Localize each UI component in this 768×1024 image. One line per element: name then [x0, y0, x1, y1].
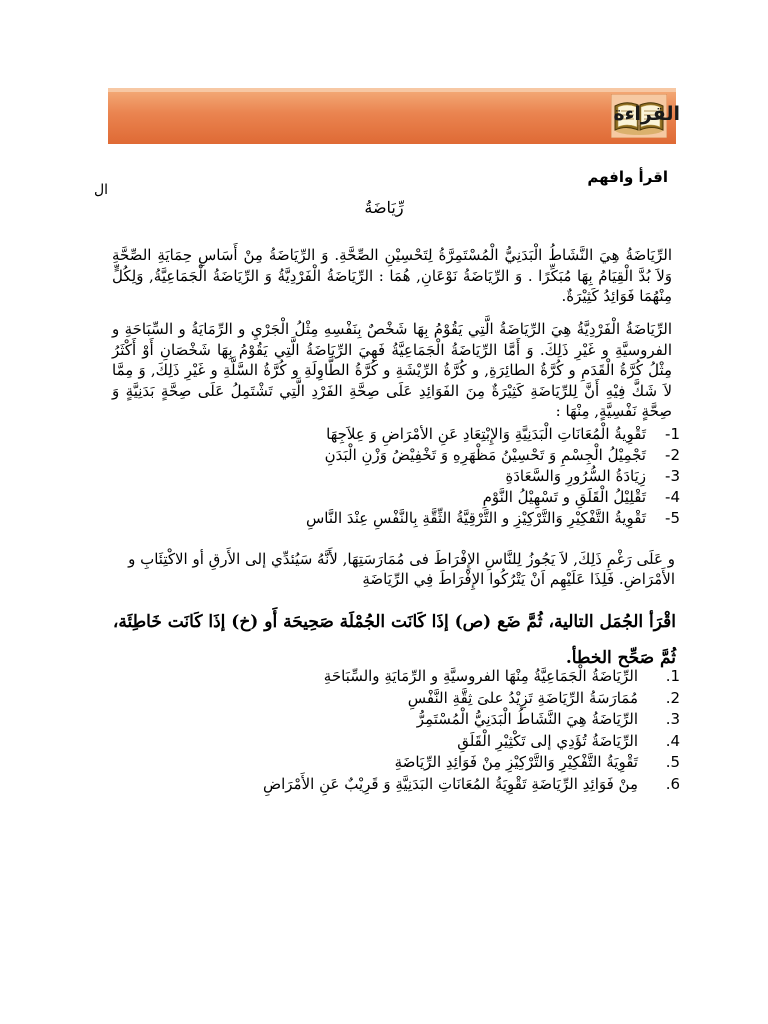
item-text: تَقْوِيةُ التَّفْكِيْرِ وَالتَّرْكِيْزِ و التَّرْقِيَّةُ الثِّقَّةِ بِالنَّفْسِ عِنْدَ النَّاسِ [305, 509, 646, 527]
stray-text: ال [94, 182, 109, 198]
item-text: تَقْوِيَةُ التَّفْكِيْرِ وَالتَّرْكِيْزِ مِنْ فَوَائِدِ الرِّيَاضَةِ [394, 753, 638, 771]
article-title: رِّيَاضَةُ [364, 198, 404, 217]
list-item [120, 487, 680, 508]
item-number: .4 [665, 731, 680, 750]
list-item [120, 752, 680, 774]
item-text: زِيَادَةُ السُّرُورِ وَالسَّعَادَةِ [505, 467, 646, 485]
list-item [120, 688, 680, 710]
item-number: -4 [665, 488, 680, 506]
paragraph-types: الرِّيَاضَةُ الْفَرْدِيَّةُ هِيَ الرِّيَاضَةُ الَّتِي يَقُوْمُ بِهَا شَخْصٌ بِنَفْسِهِ مِثْلُ الْجَرْيِ و الرِّمَايَةُ و السِّبَاحَةِ و الفروسيَّةِ و غَيْرِ ذَلِكَ. وَ أَمَّا الرِّيَاضَةُ الْجَمَاعِيَّةُ فَهِيَ الرِّيَاضَةُ الَّتِي يَقُوْمُ بِهَا شَخْصَانِ أَوْ أَكْثَرُ مِثْلُ كُرَّةُ الْقَدَمِ و كُرَّةُ الطائِرَةِ, و كُرَّةُ الرِّيْشَةِ و كُرَّةُ الطَّاوِلَةِ و كُرَّةُ السَّلَّةِ و غَيْرِ ذَلِكَ, وَ مِمَّا لاَ شَكَّ فِيْهِ أَنَّ لِلرِّيَاضَةِ كَثِيْرَةٌ مِنَ الفَوَائِدِ عَلَى صِحَّةِ الفَرْدِ الَّتِي تَشْتَمِلُ عَلَى صِحَّةٍ بَدَنِيَّةٍ وَ صِحَّةٍ نَفْسِيَّةٍ, مِنْهَا : [112, 320, 672, 420]
item-number: -3 [665, 467, 680, 485]
list-item [120, 666, 680, 688]
item-text: الرِّيَاضَةُ هِيَ النَّشَاطُ الْبَدَنِيُّ الْمُسْتَمِرُّ [416, 710, 638, 728]
item-text: تَقْلِيْلُ الْقَلَقِ و تَسْهِيْلُ النَّوْمِ [482, 488, 646, 506]
exercise-list [120, 666, 680, 795]
list-item [120, 466, 680, 487]
list-item [120, 445, 680, 466]
item-number: .2 [665, 688, 680, 707]
section-banner [108, 88, 676, 144]
item-number: .6 [665, 774, 680, 793]
list-item [120, 709, 680, 731]
paragraph-caution: و عَلَى رَغْمِ ذَلِكَ, لاَ يَجُوزُ لِلنَّاسِ الإِفْرَاطَ فى مُمَارَسَتِهَا, لأَنَّهُ سَيُئدِّي إلى الأَرقِ أو الاكْتِئَابِ و الأَمْرَاضِ. فَلِذَا عَلَيْهِم اَنْ يَتْرُكُوا الإِفْرَاطَ فِي الرِّيَاضَةِ [128, 550, 675, 588]
read-heading: اقرأ وافهم [587, 168, 668, 186]
list-item [120, 774, 680, 796]
item-text: الرِّيَاضَةُ الْجَمَاعِيَّةُ مِنْهَا الفروسيَّةِ و الرِّمَايَةِ والسِّبَاحَةِ [323, 667, 638, 685]
item-number: -2 [665, 446, 680, 464]
item-text: تَجْمِيْلُ الْجِسْمِ وَ تَحْسِيْنُ مَظْهَرِهِ وَ تَخْفِيْضُ وَزْنِ الْبَدَنِ [324, 446, 646, 464]
item-number: .3 [665, 710, 680, 728]
item-text: الرِّيَاضَةُ تُؤَدِي إلى تَكْثِيْرِ الْقَلَقِ [457, 731, 638, 750]
item-number: .1 [665, 667, 680, 685]
item-number: -1 [665, 425, 680, 443]
list-item [120, 508, 680, 529]
benefits-list [120, 424, 680, 529]
item-text: مُمَارَسَةُ الرِّيَاضَةِ تَزِيْدُ علىَ ثِقَّةِ النَّفْسِ [407, 688, 638, 707]
item-number: .5 [665, 753, 680, 771]
paragraph-intro: الرِّيَاضَةُ هِيَ النَّشَاطُ الْبَدَنِيُّ الْمُسْتَمِرَّةُ لِتَحْسِيْنِ الصِّحَّةِ. وَ الرِّيَاضَةُ مِنْ أَسَاسِ حِمَايَةِ الصِّحَّةِ وَلاَ بُدَّ الْقِيَامُ بِهَا مُبَكِّرًا . وَ الرِّيَاضَةُ نَوْعَانِ, هُمَا : الرِّيَاضَةُ الْفَرْدِيَّةُ وَ الرِّيَاضَةُ الْجَمَاعِيَّةُ, وَلِكُلٍّ مِنْهُمَا فَوَائِدُ كَثِيْرَةٌ. [112, 246, 672, 305]
list-item [120, 424, 680, 445]
item-text: مِنْ فَوَائِدِ الرِّيَاضَةِ تَقْوِيَةُ المُعَانَاتِ البَدَنِيَّةِ وَ قَرِيْبٌ عَنِ الأَمْرَاضِ [262, 774, 638, 793]
item-text: تَقْوِيةُ الْمُعَانَاتِ الْبَدَنِيَّةِ وَالإِبْتِعَادِ عَنِ الأمْرَاضِ وَ عِلاَجِهَا [326, 425, 646, 443]
item-number: -5 [665, 509, 680, 527]
list-item [120, 731, 680, 753]
section-title: القراءة [613, 103, 680, 125]
banner-highlight [108, 88, 676, 92]
exercise-instructions: اقْرَأ الجُمَل التالية، ثُمَّ ضَع (ص) إذَا كَانَت الجُمْلَة صَحِيحَة أَو (خ) إذَا كَانَت خَاطِئَة، ثُمَّ صَحِّح الخطأ. [112, 612, 676, 668]
